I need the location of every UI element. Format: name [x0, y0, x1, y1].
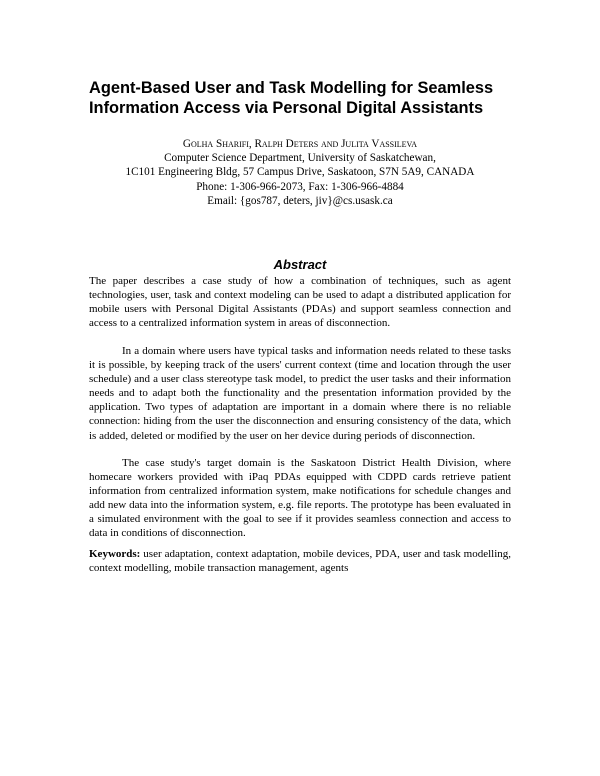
abstract-paragraph-3: The case study's target domain is the Saskatoon District Health Division, where homecare workers provided with iPaq PDAs equipped with CDPD cards retrieve patient information from centralized information system, make notifications for schedule changes and add new data into the information system, e.g. file reports. The prototype has been evaluated in a simulated environment with the goal to see if it provides seamless connection and access to data in conditions of disconnection. — [89, 457, 511, 540]
author-phone: Phone: 1-306-966-2073, Fax: 1-306-966-4884 — [196, 180, 404, 193]
title-line-1: Agent-Based User and Task Modelling for Seamless — [89, 79, 494, 97]
paper-title — [89, 78, 529, 118]
title-line-2: Information Access via Personal Digital Assistants — [89, 99, 484, 117]
author-department: Computer Science Department, University of Saskatchewan, — [164, 152, 436, 165]
author-email: Email: {gos787, deters, jiv}@cs.usask.ca — [207, 194, 393, 207]
author-names: Golha Sharifi, Ralph Deters and Julita Vassileva — [182, 138, 418, 150]
abstract-paragraph-1: The paper describes a case study of how a combination of techniques, such as agent technologies, user, task and context modeling can be used to adapt a distributed application for mobile users with Personal Digital Assistants (PDAs) and support seamless connection and access to a centralized information system in areas of disconnection. — [89, 275, 511, 330]
keywords — [89, 547, 511, 575]
keywords-text: user adaptation, context adaptation, mobile devices, PDA, user and task modelling, context modelling, mobile transaction management, agents — [89, 548, 512, 575]
abstract-paragraph-2: In a domain where users have typical tasks and information needs related to these tasks it is possible, by keeping track of the users' current context (time and location through the user schedule) and a user class stereotype task model, to predict the user tasks and their information needs and to adapt both the functionality and the presentation information provided by the application. Two types of adaptation are important in a domain where there is no reliable connection: hiding from the user the disconnection and ensuring consistency of the data, which is added, deleted or modified by the user on her device during periods of disconnection. — [89, 345, 511, 442]
author-address: 1C101 Engineering Bldg, 57 Campus Drive, Saskatoon, S7N 5A9, CANADA — [125, 166, 475, 179]
author-block — [90, 137, 510, 208]
keywords-label: Keywords: — [89, 548, 141, 560]
abstract-heading: Abstract — [273, 257, 327, 272]
